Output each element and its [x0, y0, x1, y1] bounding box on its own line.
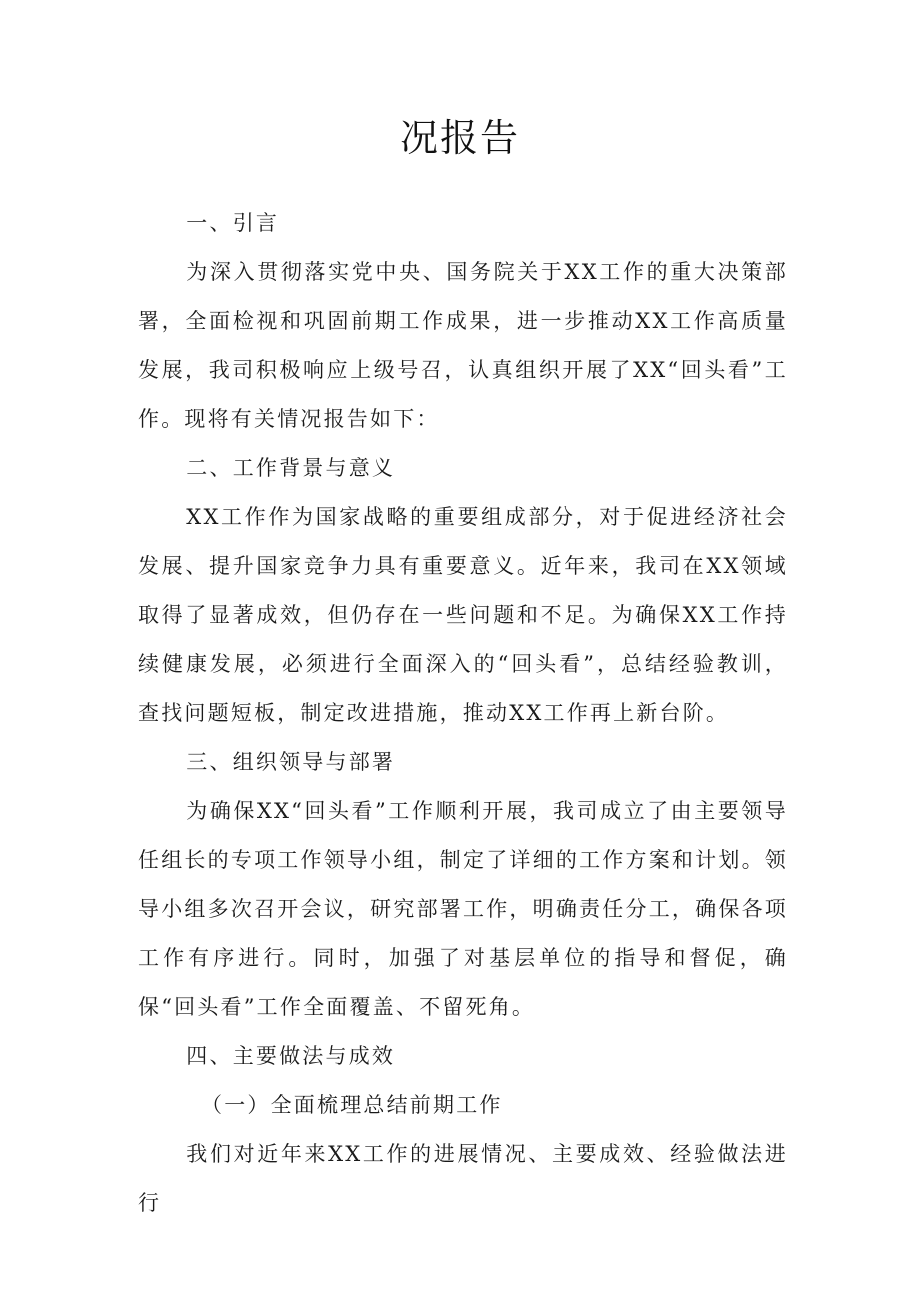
- section-heading-organization: 三、组织领导与部署: [186, 750, 396, 774]
- document-title: 况报告: [399, 116, 520, 160]
- section-paragraph-intro: 为深入贯彻落实党中央、国务院关于XX工作的重大决策部署，全面检视和巩固前期工作成果，进一步推动XX工作高质量发展，我司积极响应上级号召，认真组织开展了XX“回头看”工作。现将有关情况报告如下：: [138, 260, 788, 431]
- section-paragraph-review: 我们对近年来XX工作的进展情况、主要成效、经验做法进行: [138, 1142, 788, 1215]
- document-body: [138, 199, 788, 1228]
- section-heading-background: 二、工作背景与意义: [186, 456, 396, 480]
- section-heading-practices: 四、主要做法与成效: [186, 1044, 396, 1068]
- section-subheading-review: （一）全面梳理总结前期工作: [201, 1093, 503, 1117]
- section-paragraph-background: XX工作作为国家战略的重要组成部分，对于促进经济社会发展、提升国家竞争力具有重要意义。近年来，我司在XX领域取得了显著成效，但仍存在一些问题和不足。为确保XX工作持续健康发展，必须进行全面深入的“回头看”，总结经验教训，查找问题短板，制定改进措施，推动XX工作再上新台阶。: [138, 505, 788, 725]
- section-paragraph-organization: 为确保XX“回头看”工作顺利开展，我司成立了由主要领导任组长的专项工作领导小组，制定了详细的工作方案和计划。领导小组多次召开会议，研究部署工作，明确责任分工，确保各项工作有序进行。同时，加强了对基层单位的指导和督促，确保“回头看”工作全面覆盖、不留死角。: [138, 799, 788, 1019]
- section-heading-intro: 一、引言: [186, 211, 280, 235]
